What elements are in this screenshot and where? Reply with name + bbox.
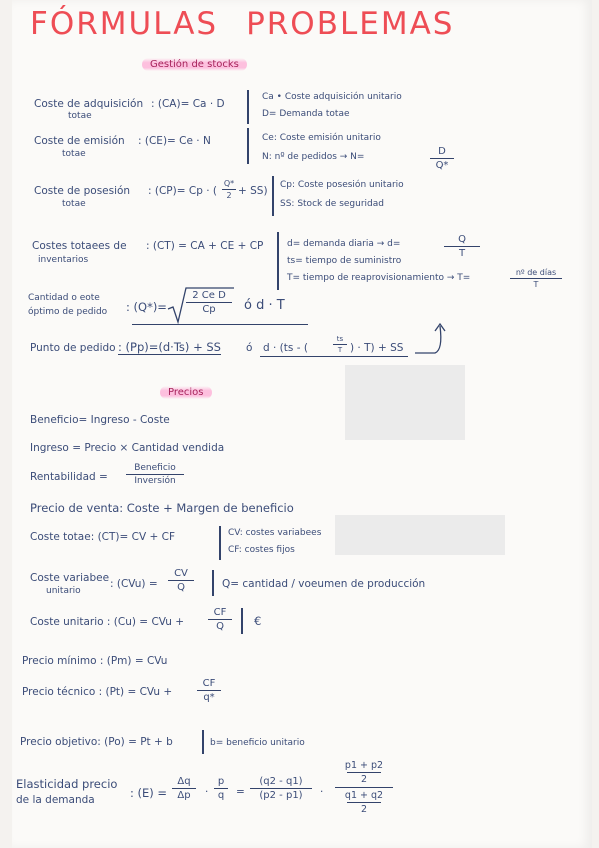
cvu-label-2: unitario bbox=[46, 586, 81, 596]
title-word-problemas: PROBLEMAS bbox=[246, 6, 455, 42]
equals-sign: = bbox=[236, 786, 245, 798]
po-def: b= beneficio unitario bbox=[210, 738, 305, 748]
fraction-numerator: D bbox=[438, 146, 446, 157]
tot-def-2: ts= tiempo de suministro bbox=[287, 256, 402, 266]
fraction-denominator: T bbox=[337, 346, 343, 354]
fraction-numerator: p bbox=[217, 776, 225, 787]
fraction-denominator: T bbox=[458, 248, 466, 259]
emi-def-1: Ce: Coste emisión unitario bbox=[262, 133, 381, 143]
divider bbox=[202, 730, 204, 754]
elasticidad-label-2: de la demanda bbox=[16, 794, 95, 806]
el-fraction-2 bbox=[214, 776, 228, 801]
el-fraction-4 bbox=[334, 760, 394, 815]
el-fraction-3 bbox=[250, 776, 312, 801]
adq-formula: : (CA)= Ca · D bbox=[151, 98, 225, 110]
fraction-bar bbox=[208, 619, 232, 620]
emi-fraction bbox=[430, 146, 454, 171]
elasticidad-eq: : (E) = bbox=[130, 786, 168, 800]
ingreso-formula: Ingreso = Precio × Cantidad vendida bbox=[30, 442, 225, 454]
pp-alt-a: d · (ts - ( bbox=[263, 342, 308, 354]
pp-label: Punto de pedido bbox=[30, 342, 116, 354]
fraction-denominator: Cp bbox=[202, 304, 216, 315]
fraction-denominator: 2 bbox=[226, 191, 232, 200]
opt-fraction bbox=[186, 290, 232, 315]
fraction-denominator: Q bbox=[177, 582, 185, 593]
rent-label: Rentabilidad = bbox=[30, 471, 108, 483]
fraction-numerator: 2 bbox=[360, 774, 368, 785]
fraction-denominator: 2 bbox=[360, 804, 368, 816]
pos-fraction bbox=[222, 179, 236, 200]
fraction-bar-main bbox=[335, 787, 393, 788]
tot-formula: : (CT) = CA + CE + CP bbox=[146, 240, 264, 252]
tot-def-3: T= tiempo de reaprovisionamiento → T= bbox=[287, 273, 471, 283]
precio-venta-formula: Precio de venta: Coste + Margen de beneficio bbox=[30, 501, 294, 515]
fraction-denominator: Q* bbox=[435, 160, 449, 171]
tot-label-2: inventarios bbox=[38, 255, 89, 265]
cu-mark: € bbox=[254, 614, 262, 628]
fraction-bar bbox=[250, 788, 312, 789]
underline bbox=[260, 356, 408, 357]
fraction-denominator: q1 + q2 bbox=[344, 790, 384, 802]
fraction-numerator: p1 + p2 bbox=[344, 760, 384, 771]
fraction-numerator: Q* bbox=[223, 179, 235, 188]
fraction-numerator: (q2 - q1) bbox=[259, 776, 303, 787]
fraction-denominator: (p2 - p1) bbox=[259, 790, 303, 801]
adq-def-1: Ca • Coste adquisición unitario bbox=[262, 92, 402, 102]
tot-def-1-fraction bbox=[444, 234, 480, 259]
fraction-numerator: CV bbox=[174, 568, 188, 579]
fraction-bar bbox=[197, 690, 221, 691]
precio-minimo-formula: Precio mínimo : (Pm) = CVu bbox=[22, 655, 168, 667]
curved-arrow-icon bbox=[413, 320, 449, 358]
fraction-bar bbox=[222, 189, 236, 190]
coste-total-formula: Coste totae: (CT)= CV + CF bbox=[30, 531, 176, 543]
adq-label-2: totae bbox=[68, 111, 92, 121]
precio-objetivo-formula: Precio objetivo: (Po) = Pt + b bbox=[20, 736, 173, 748]
ct-def-2: CF: costes fijos bbox=[228, 545, 295, 555]
adq-label: Coste de adquisición bbox=[34, 98, 144, 110]
fraction-bar bbox=[333, 344, 347, 345]
pp-formula: : (Pp)=(d·Ts) + SS bbox=[118, 340, 221, 354]
precio-tecnico-formula: Precio técnico : (Pt) = CVu + bbox=[22, 686, 173, 698]
rent-fraction bbox=[126, 463, 184, 486]
pos-label-2: totae bbox=[62, 199, 86, 209]
pos-label: Coste de posesión bbox=[34, 185, 131, 197]
cvu-def: Q= cantidad / voeumen de producción bbox=[222, 578, 426, 590]
fraction-denominator: q* bbox=[203, 692, 215, 703]
pos-formula: : (CP)= Cp · ( bbox=[148, 185, 217, 197]
elasticidad-label: Elasticidad precio bbox=[16, 777, 118, 791]
page-title bbox=[30, 6, 454, 42]
coste-unitario-formula: Coste unitario : (Cu) = CVu + bbox=[30, 616, 185, 628]
tot-def-1: d= demanda diaria → d= bbox=[287, 239, 401, 249]
pos-def-2: SS: Stock de seguridad bbox=[280, 199, 384, 209]
cu-fraction bbox=[208, 607, 232, 632]
fraction-numerator: CF bbox=[213, 607, 227, 618]
divider bbox=[212, 570, 214, 596]
emi-label-2: totae bbox=[62, 149, 86, 159]
fraction-numerator: Beneficio bbox=[134, 463, 176, 473]
emi-def-2: N: nº de pedidos → N= bbox=[262, 152, 365, 162]
fraction-denominator: Inversión bbox=[134, 476, 176, 486]
fraction-numerator: 2 Ce D bbox=[192, 290, 226, 301]
fraction-bar bbox=[347, 802, 381, 803]
tot-def-3-fraction bbox=[510, 268, 562, 289]
opt-alt: ó d · T bbox=[244, 298, 285, 313]
fraction-bar bbox=[186, 302, 232, 303]
ct-def-1: CV: costes variabees bbox=[228, 528, 322, 538]
adq-def-2: D= Demanda totae bbox=[262, 109, 350, 119]
pp-alt-fraction bbox=[333, 335, 347, 354]
el-fraction-1 bbox=[172, 776, 196, 801]
cvu-formula: : (CVu) = bbox=[110, 578, 158, 590]
fraction-denominator: Q bbox=[216, 621, 224, 632]
underline bbox=[132, 324, 308, 325]
section-heading-stocks: Gestión de stocks bbox=[142, 58, 247, 71]
fraction-bar bbox=[444, 246, 480, 247]
opt-label-2: óptimo de pedido bbox=[28, 307, 108, 317]
pos-tail: + SS) bbox=[238, 185, 268, 197]
fraction-numerator: ts bbox=[336, 335, 344, 343]
fraction-bar bbox=[214, 788, 228, 789]
fraction-bar bbox=[430, 158, 454, 159]
divider bbox=[247, 90, 249, 124]
cvu-label: Coste variabee bbox=[30, 572, 110, 584]
opt-label: Cantidad o eote bbox=[28, 293, 100, 303]
fraction-numerator: nº de días bbox=[515, 268, 557, 277]
fraction-denominator: Δp bbox=[177, 790, 191, 801]
tot-label: Costes totaees de bbox=[32, 240, 127, 252]
fraction-bar bbox=[510, 278, 562, 279]
beneficio-formula: Beneficio= Ingreso - Coste bbox=[30, 414, 170, 426]
section-heading-precios: Precios bbox=[160, 386, 212, 399]
fraction-bar bbox=[126, 474, 184, 475]
pt-fraction bbox=[197, 678, 221, 703]
pp-or: ó bbox=[246, 342, 253, 354]
fraction-bar bbox=[347, 772, 381, 773]
emi-label: Coste de emisión bbox=[34, 135, 125, 147]
title-word-formulas: FÓRMULAS bbox=[30, 6, 219, 42]
pp-alt-b: ) · T) + SS bbox=[350, 342, 404, 354]
opt-lhs: : (Q*)= bbox=[126, 300, 167, 314]
pos-def-1: Cp: Coste posesión unitario bbox=[280, 180, 404, 190]
fraction-numerator: CF bbox=[202, 678, 216, 689]
fraction-denominator: q bbox=[217, 790, 225, 801]
multiply-dot: · bbox=[320, 786, 324, 798]
fraction-numerator: Δq bbox=[177, 776, 191, 787]
divider bbox=[277, 232, 279, 290]
divider bbox=[247, 128, 249, 164]
cvu-fraction bbox=[168, 568, 194, 593]
multiply-dot: · bbox=[205, 786, 209, 798]
fraction-denominator: T bbox=[533, 280, 539, 289]
fraction-numerator: Q bbox=[458, 234, 466, 245]
show-through-mark bbox=[345, 365, 465, 440]
show-through-mark bbox=[335, 515, 505, 555]
divider bbox=[241, 608, 243, 634]
fraction-bar bbox=[168, 580, 194, 581]
divider bbox=[219, 526, 221, 560]
emi-formula: : (CE)= Ce · N bbox=[138, 135, 211, 147]
fraction-bar bbox=[172, 788, 196, 789]
divider bbox=[272, 176, 274, 216]
